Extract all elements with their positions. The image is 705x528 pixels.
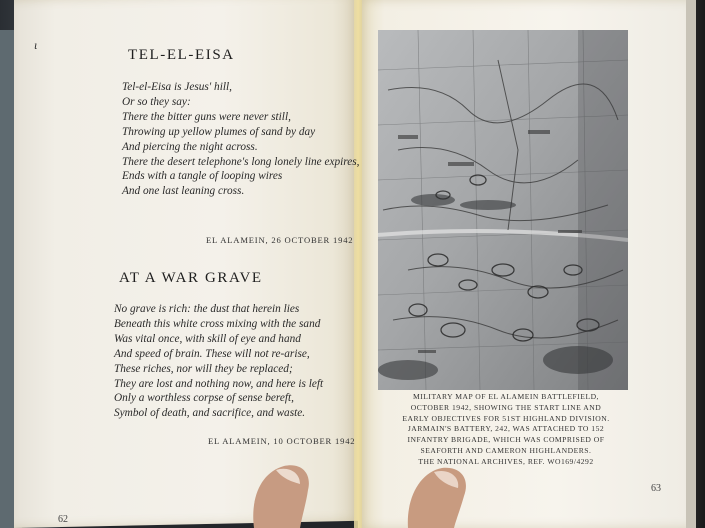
caption-line: INFANTRY BRIGADE, WHICH WAS COMPRISED OF [407, 435, 605, 445]
poem-line: Was vital once, with skill of eye and hand [114, 332, 301, 345]
caption-line: MILITARY MAP OF EL ALAMEIN BATTLEFIELD, [413, 392, 599, 401]
battlefield-map-image [378, 30, 628, 390]
poem-line: And speed of brain. These will not re-arise, [114, 347, 310, 360]
poem-title-tel-el-eisa: TEL-EL-EISA [128, 47, 235, 63]
left-thumb [248, 456, 328, 528]
page-number-left: 62 [58, 514, 68, 525]
poem-title-war-grave: AT A WAR GRAVE [119, 270, 263, 286]
caption-line: EARLY OBJECTIVES FOR 51ST HIGHLAND DIVISION. [402, 413, 610, 423]
poem-line: There the bitter guns were never still, [122, 110, 291, 123]
corner-mark: ι [34, 38, 38, 52]
poem-tel-el-eisa [122, 80, 360, 199]
page-number-right: 63 [651, 483, 661, 494]
poem-line: Only a worthless corpse of sense bereft, [114, 392, 294, 405]
poem-line: Tel-el-Eisa is Jesus' hill, [122, 81, 232, 93]
caption-line: SEAFORTH AND CAMERON HIGHLANDERS. [420, 445, 592, 455]
page-edges [686, 0, 696, 528]
poem-line: Beneath this white cross mixing with the sand [114, 317, 321, 330]
poem-line: Symbol of death, and sacrifice, and waste. [114, 407, 306, 420]
caption-line: JARMAIN'S BATTERY, 242, WAS ATTACHED TO 152 [407, 424, 605, 434]
poem-line: There the desert telephone's long lonely line expires, [122, 155, 360, 168]
caption-line: THE NATIONAL ARCHIVES, REF. WO169/4292 [418, 456, 594, 466]
map-caption [390, 392, 622, 468]
poem-line: And piercing the night across. [122, 140, 258, 153]
map-drawing [378, 30, 628, 390]
place-date-2: EL ALAMEIN, 10 OCTOBER 1942 [208, 436, 356, 446]
caption-line: OCTOBER 1942, SHOWING THE START LINE AND [410, 402, 602, 412]
poem-line: And one last leaning cross. [122, 185, 245, 198]
poem-line: Throwing up yellow plumes of sand by day [122, 125, 316, 138]
poem-line: No grave is rich: the dust that herein lies [114, 303, 300, 315]
poem-line: Ends with a tangle of looping wires [122, 170, 283, 183]
place-date-1: EL ALAMEIN, 26 OCTOBER 1942 [206, 235, 354, 245]
right-thumb [404, 462, 478, 528]
poem-war-grave [114, 302, 323, 421]
poem-line: These riches, nor will they be replaced; [114, 362, 293, 375]
poem-line: They are lost and nothing now, and here is left [114, 377, 324, 390]
poem-line: Or so they say: [122, 95, 191, 108]
